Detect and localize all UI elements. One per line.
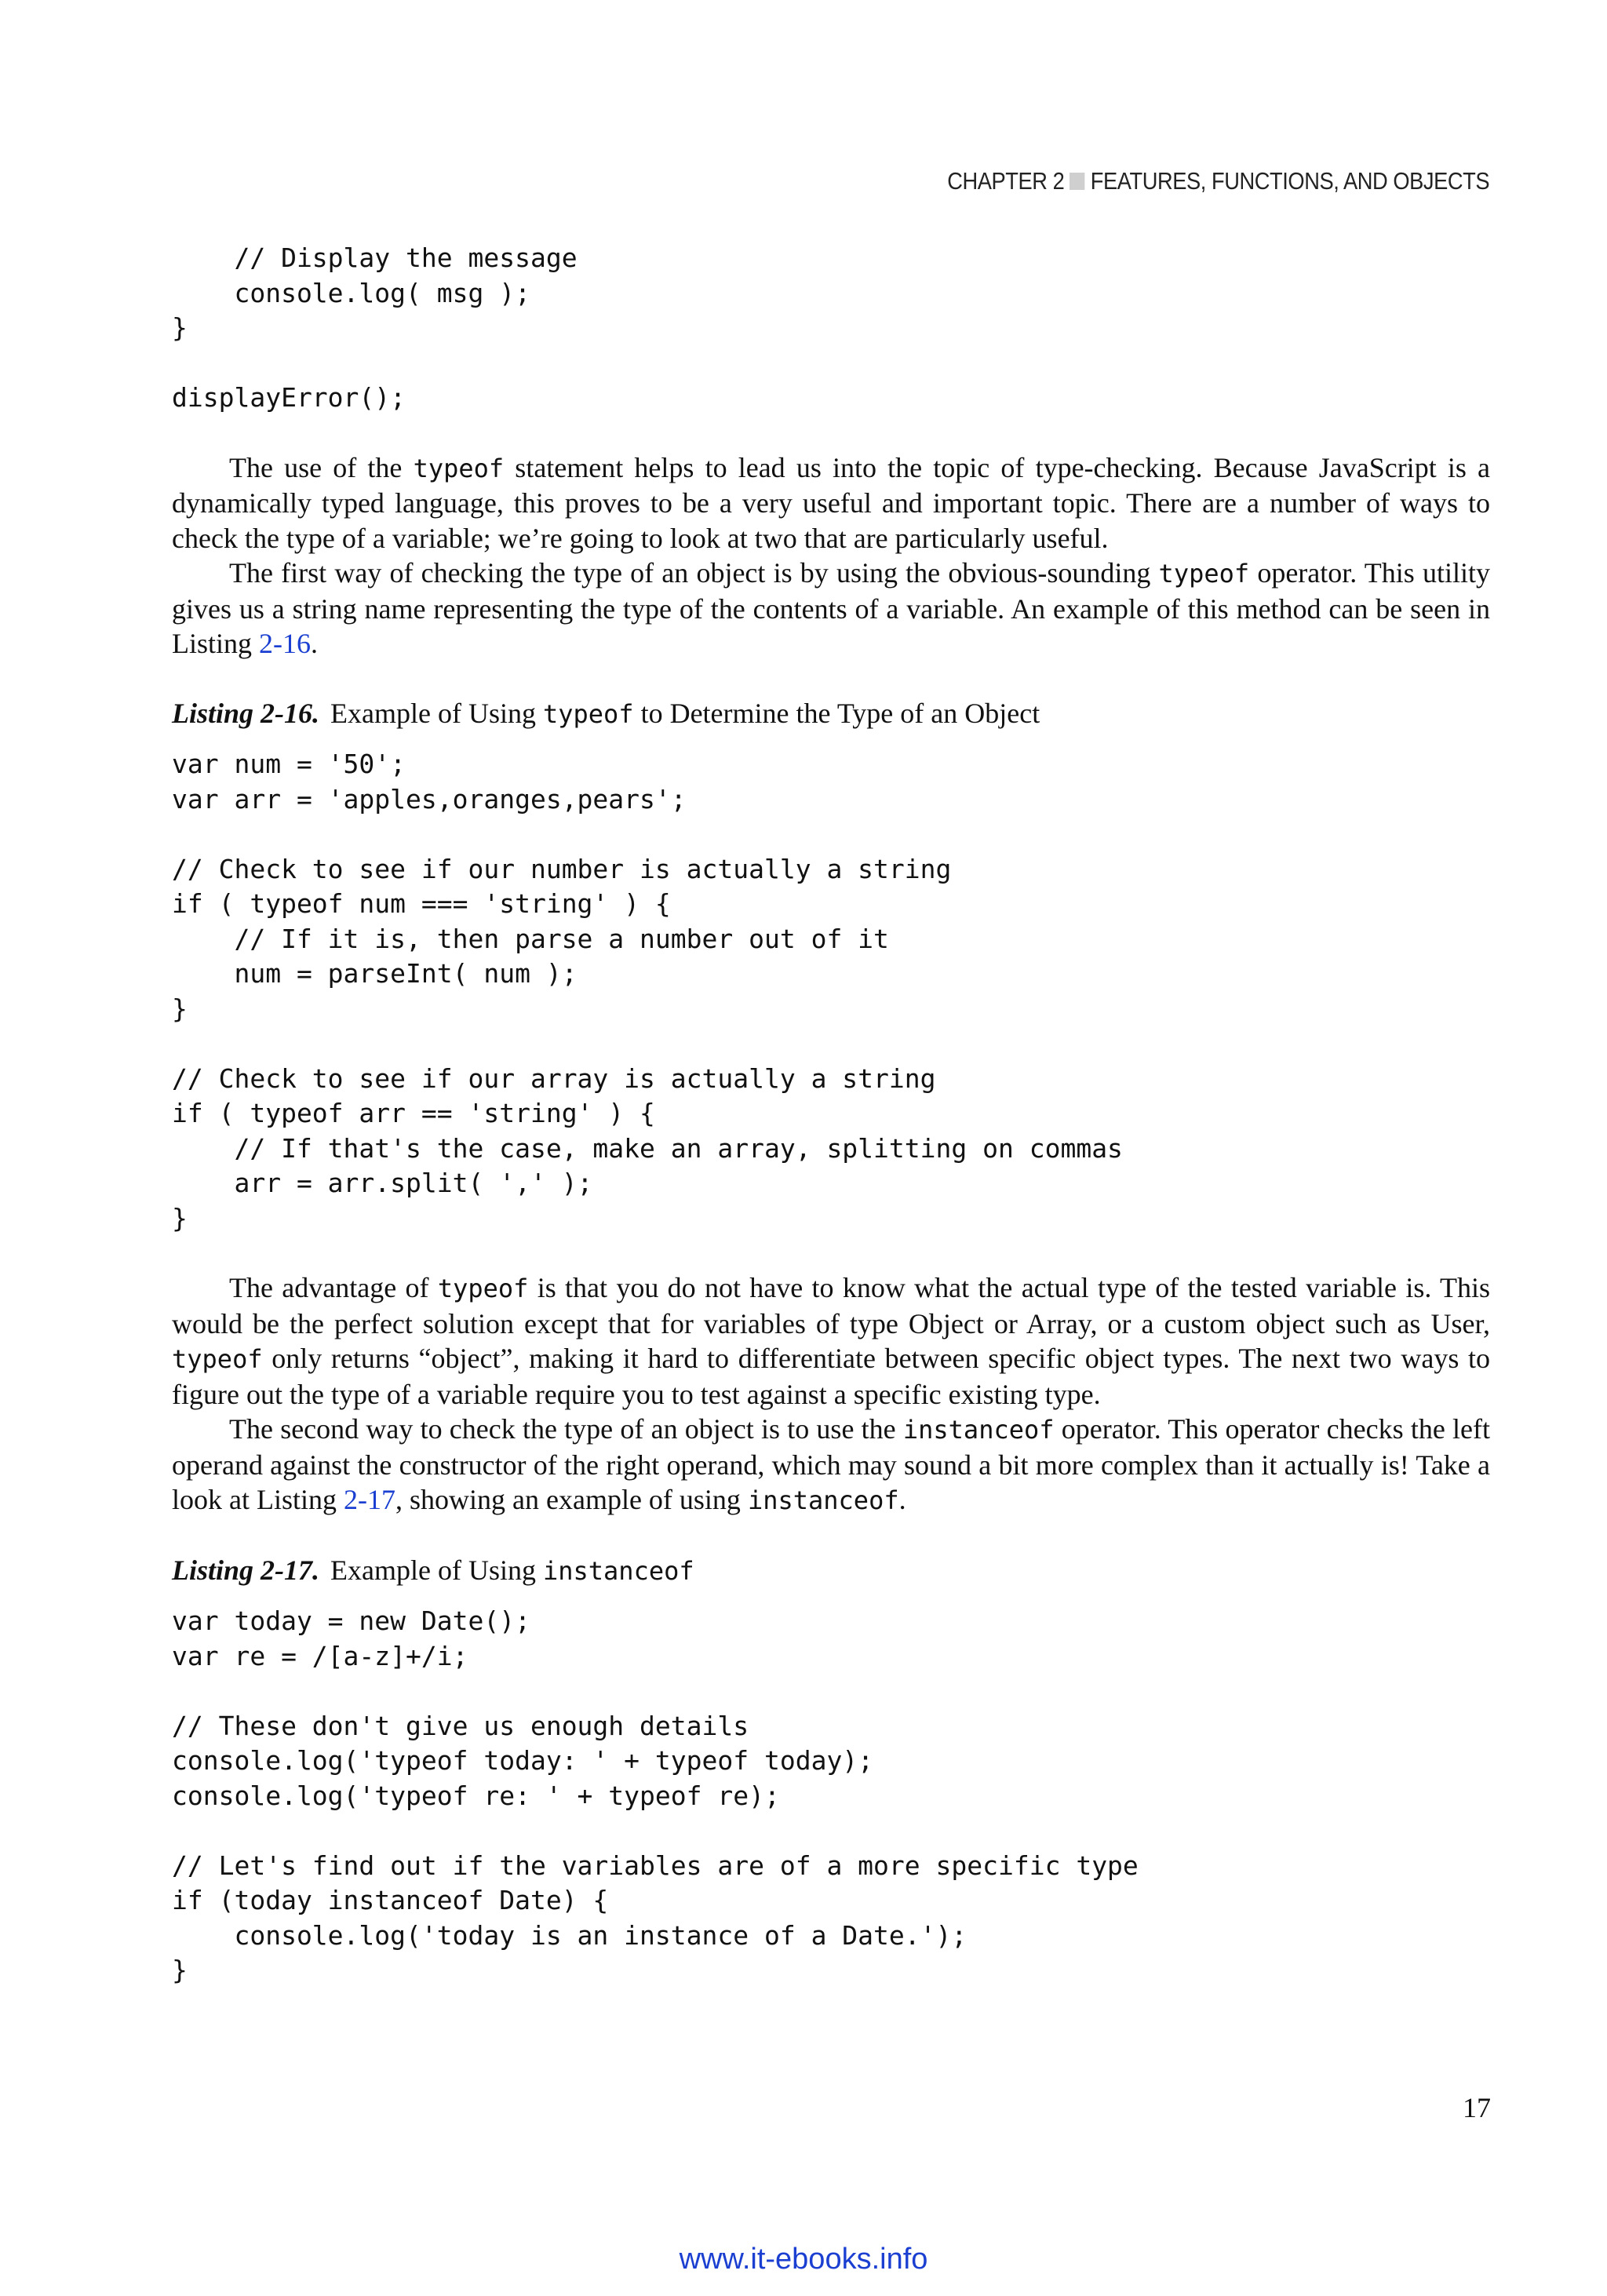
text: The second way to check the type of an object is to use the [229, 1413, 903, 1445]
text: The advantage of [229, 1272, 438, 1303]
text: The use of the [229, 451, 414, 483]
text: Example of Using [330, 1554, 543, 1586]
page-number: 17 [1463, 2092, 1491, 2123]
inline-code: typeof [1158, 559, 1250, 589]
footer-url-link[interactable]: www.it-ebooks.info [679, 2243, 928, 2276]
listing-label: Listing 2-16. [172, 697, 320, 729]
text: , showing an example of using [395, 1484, 748, 1515]
paragraph-typeof-advantage [172, 1270, 1490, 1412]
text: only returns “object”, making it hard to differentiate between specific object types. The next two ways to figure out the type of a variable require you to test against a specific existing type. [172, 1343, 1490, 1410]
chapter-title: FEATURES, FUNCTIONS, AND OBJECTS [1090, 167, 1489, 195]
listing-2-17-code: var today = new Date(); var re = /[a-z]+/i; // These don't give us enough details console.log('typeof today: ' + typeof today); console.log('typeof re: ' + typeof re); // Let's find out if the variables are of a more specific type if (today instanceof Date) { console.log('today is an instance of a Date.'); } [172, 1605, 1139, 1985]
paragraph-typeof-intro [172, 450, 1490, 556]
text: operator. This utility gives us a string name representing the type of the contents of a variable. An example of this method can be seen in Listing [172, 557, 1491, 659]
text: The first way of checking the type of an object is by using the obvious-sounding [229, 557, 1159, 589]
inline-code: typeof [172, 1344, 263, 1374]
header-separator-square [1070, 173, 1084, 190]
code-block-continued: // Display the message console.log( msg ); } displayError(); [172, 242, 578, 413]
listing-2-17-caption [172, 1553, 1490, 1589]
text: . [311, 628, 319, 659]
inline-code: typeof [542, 698, 634, 729]
text: . [898, 1484, 906, 1515]
listing-2-16-link[interactable]: 2-16 [259, 628, 312, 659]
inline-code: typeof [413, 453, 505, 483]
inline-code: instanceof [747, 1485, 899, 1515]
text: operator. This operator checks the left operand against the constructor of the right operand, which may sound a bit more complex than it actually is! Take a look at Listing [172, 1413, 1490, 1515]
chapter-label: CHAPTER 2 [947, 167, 1065, 195]
paragraph-instanceof [172, 1412, 1490, 1518]
listing-2-17-link[interactable]: 2-17 [344, 1484, 395, 1515]
text: Example of Using [330, 697, 543, 729]
page-content [172, 241, 1490, 1988]
text: statement helps to lead us into the topic of type-checking. Because JavaScript is a dynamically typed language, this proves to be a very useful and important topic. There are a number of ways to check the type of a variable; we’re going to look at two that are particularly useful. [172, 451, 1490, 554]
text: to Determine the Type of an Object [633, 697, 1040, 729]
inline-code: instanceof [902, 1415, 1055, 1445]
listing-label: Listing 2-17. [172, 1554, 320, 1586]
running-header [947, 167, 1489, 195]
paragraph-typeof-operator [172, 556, 1490, 661]
text: is that you do not have to know what the actual type of the tested variable is. This would be the perfect solution except that for variables of type Object or Array, or a custom object such as User, [172, 1272, 1491, 1339]
listing-2-16-caption [172, 696, 1490, 732]
listing-2-16-code: var num = '50'; var arr = 'apples,oranges,pears'; // Check to see if our number is actually a string if ( typeof num === 'string' ) { // If it is, then parse a number out of it num = parseInt( num ); } // Check to see if our array is actually a string if ( typeof arr == 'string' ) { // If that's the case, make an array, splitting on commas arr = arr.split( ',' ); } [172, 749, 1123, 1234]
inline-code: instanceof [542, 1555, 694, 1586]
inline-code: typeof [437, 1274, 529, 1303]
